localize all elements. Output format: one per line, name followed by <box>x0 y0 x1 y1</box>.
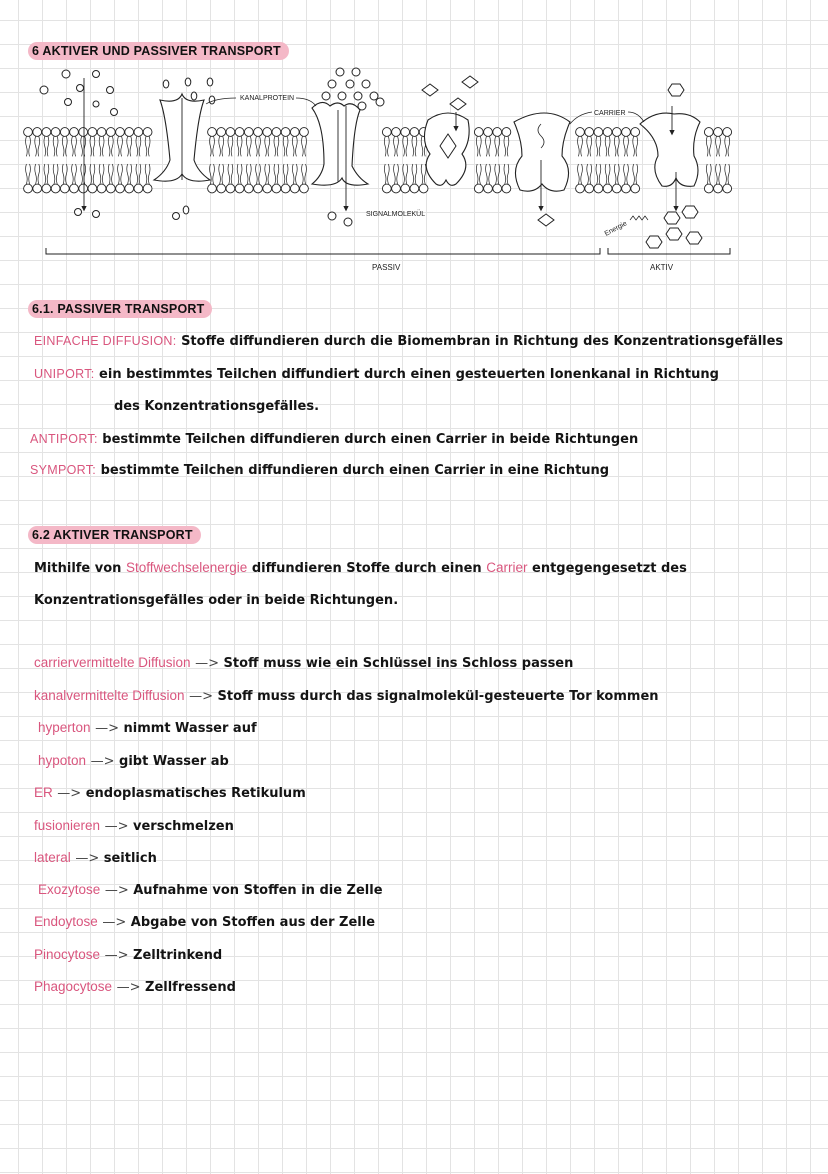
arrow-icon: —> <box>104 819 129 834</box>
aktiv-paragraph-line-1 <box>34 559 687 578</box>
glossary-definition: verschmelzen <box>133 819 234 834</box>
section-6-heading: 6 AKTIVER UND PASSIVER TRANSPORT <box>28 42 289 60</box>
arrow-icon: —> <box>102 915 127 930</box>
arrow-icon: —> <box>104 883 129 898</box>
symport-text: bestimmte Teilchen diffundieren durch einen Carrier in eine Richtung <box>100 463 610 478</box>
einfache-diffusion-term: EINFACHE DIFFUSION: <box>34 334 177 348</box>
aktiv-label: AKTIV <box>650 263 674 272</box>
glossary-term: fusionieren <box>34 818 101 833</box>
arrow-icon: —> <box>116 980 141 995</box>
glossary-item <box>34 946 222 965</box>
arrow-icon: —> <box>189 689 214 704</box>
antiport-text: bestimmte Teilchen diffundieren durch einen Carrier in beide Richtungen <box>102 432 639 447</box>
gated-channel-protein <box>312 102 368 210</box>
glossary-definition: seitlich <box>103 851 157 866</box>
paragraph-text: Mithilfe von <box>34 561 122 576</box>
phospholipid-bilayer <box>24 128 732 193</box>
glossary-item <box>34 913 375 932</box>
glossary-term: Pinocytose <box>34 947 101 962</box>
symport-line <box>30 461 609 480</box>
glossary-term: Exozytose <box>38 882 101 897</box>
carrier-term: Carrier <box>486 560 528 575</box>
active-carrier-protein <box>640 106 700 210</box>
einfache-diffusion-line <box>34 332 783 351</box>
passiv-label: PASSIV <box>372 263 401 272</box>
energie-label: Energie <box>603 220 629 238</box>
paragraph-text: diffundieren Stoffe durch einen <box>251 561 482 576</box>
arrow-icon: —> <box>90 754 115 769</box>
glossary-term: lateral <box>34 850 71 865</box>
arrow-icon: —> <box>104 948 129 963</box>
antiport-line <box>30 430 638 449</box>
glossary-definition: Aufnahme von Stoffen in die Zelle <box>133 883 383 898</box>
kanalprotein-label: KANALPROTEIN <box>240 95 295 102</box>
channel-protein <box>154 94 210 181</box>
stoffwechselenergie-term: Stoffwechselenergie <box>125 560 248 575</box>
section-62-heading: 6.2 AKTIVER TRANSPORT <box>28 526 201 544</box>
carrier-protein <box>514 113 570 210</box>
carrier-protein <box>424 113 469 185</box>
aktiv-paragraph-line-2: Konzentrationsgefälles oder in beide Richtungen. <box>34 593 399 608</box>
glossary-item <box>38 719 257 738</box>
glossary-term: carriervermittelte Diffusion <box>34 655 191 670</box>
glossary-definition: Zellfressend <box>145 980 236 995</box>
glossary-definition: Zelltrinkend <box>133 948 223 963</box>
glossary-definition: Stoff muss wie ein Schlüssel ins Schloss passen <box>223 656 574 671</box>
glossary-term: Phagocytose <box>34 979 113 994</box>
carrier-label: CARRIER <box>594 110 626 117</box>
glossary-item <box>34 817 234 836</box>
glossary-term: Endoytose <box>34 914 98 929</box>
arrow-icon: —> <box>95 721 119 736</box>
glossary-definition: nimmt Wasser auf <box>123 721 257 736</box>
uniport-text: ein bestimmtes Teilchen diffundiert durch einen gesteuerten Ionenkanal in Richtung <box>99 367 719 382</box>
glossary-item <box>34 784 306 803</box>
glossary-item <box>34 654 573 673</box>
glossary-term: hyperton <box>38 720 91 735</box>
arrow-icon: —> <box>57 786 82 801</box>
uniport-line <box>34 365 719 384</box>
symport-term: SYMPORT: <box>30 463 97 477</box>
paragraph-text: entgegengesetzt des <box>532 561 687 576</box>
glossary-item <box>34 849 157 868</box>
glossary-definition: gibt Wasser ab <box>119 754 229 769</box>
arrow-icon: —> <box>195 656 219 671</box>
einfache-diffusion-text: Stoffe diffundieren durch die Biomembran in Richtung des Konzentrationsgefälles <box>181 334 784 349</box>
signalmolekuel-label: SIGNALMOLEKÜL <box>366 211 426 218</box>
glossary-definition: Abgabe von Stoffen aus der Zelle <box>130 915 376 930</box>
uniport-line-2: des Konzentrationsgefälles. <box>114 399 320 414</box>
uniport-term: UNIPORT: <box>34 367 95 381</box>
antiport-term: ANTIPORT: <box>30 432 98 446</box>
glossary-item <box>34 978 236 997</box>
glossary-item <box>38 752 229 771</box>
arrow-icon: —> <box>75 851 100 866</box>
membrane-diagram <box>0 60 828 280</box>
glossary-item <box>38 881 383 900</box>
glossary-term: kanalvermittelte Diffusion <box>34 688 185 703</box>
glossary-term: hypoton <box>38 753 87 768</box>
glossary-definition: Stoff muss durch das signalmolekül-gesteuerte Tor kommen <box>217 689 659 704</box>
section-61-heading: 6.1. PASSIVER TRANSPORT <box>28 300 212 318</box>
glossary-definition: endoplasmatisches Retikulum <box>85 786 306 801</box>
glossary-item <box>34 687 659 706</box>
glossary-term: ER <box>34 785 53 800</box>
